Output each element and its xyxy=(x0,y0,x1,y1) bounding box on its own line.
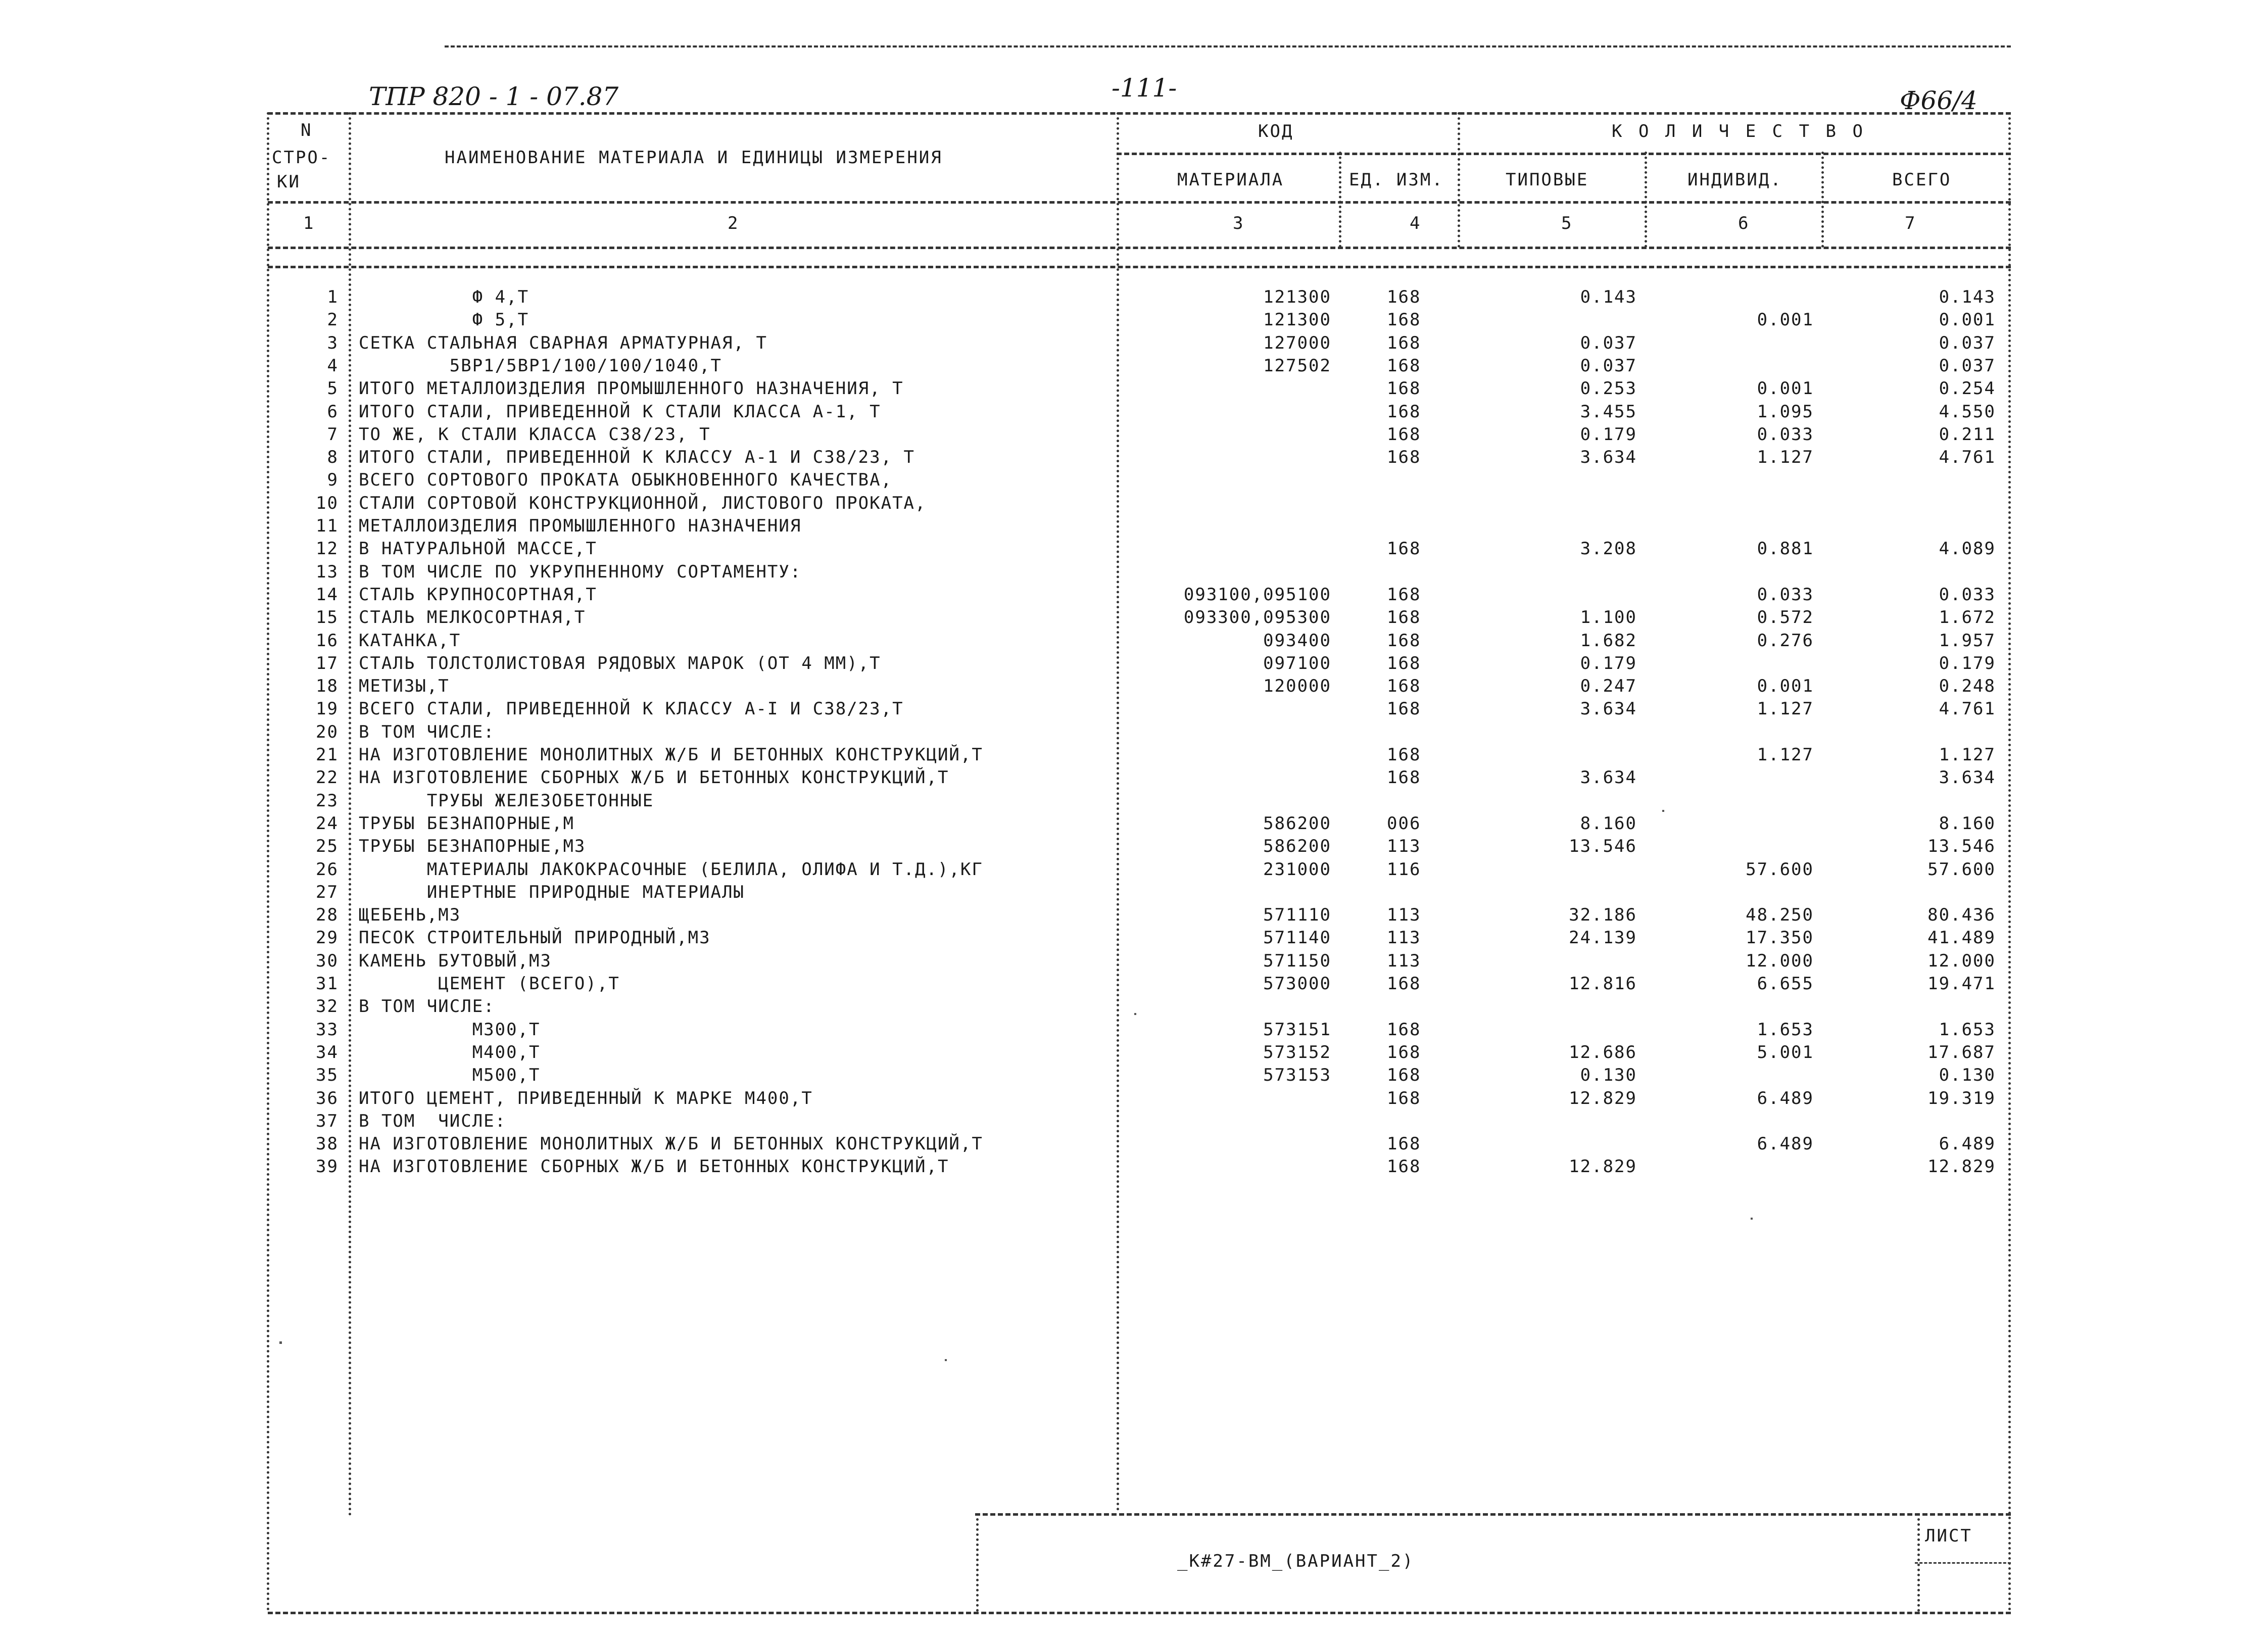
row-material-name: ЦЕМЕНТ (ВСЕГО),Т xyxy=(359,974,620,994)
row-material-code: 573153 xyxy=(1263,1065,1331,1085)
row-typical-qty: 0.037 xyxy=(1580,333,1637,353)
row-material-code: 097100 xyxy=(1263,653,1331,673)
table-row xyxy=(0,607,2268,631)
row-total-qty: 4.761 xyxy=(1939,699,1996,719)
row-material-name: СТАЛЬ ТОЛСТОЛИСТОВАЯ РЯДОВЫХ МАРОК (ОТ 4 ММ),Т xyxy=(359,653,881,673)
row-typical-qty: 12.829 xyxy=(1569,1088,1637,1108)
table-row xyxy=(0,1156,2268,1180)
row-material-name: ТРУБЫ ЖЕЛЕЗОБЕТОННЫЕ xyxy=(359,791,654,811)
table-row xyxy=(0,447,2268,470)
row-material-name: МЕТИЗЫ,Т xyxy=(359,676,450,696)
row-material-code: 231000 xyxy=(1263,859,1331,880)
row-typical-qty: 0.253 xyxy=(1580,378,1637,399)
row-individual-qty: 6.489 xyxy=(1757,1134,1814,1154)
row-material-name: ВСЕГО СОРТОВОГО ПРОКАТА ОБЫКНОВЕННОГО КАЧЕСТВА, xyxy=(359,470,893,490)
row-unit-code: 168 xyxy=(1387,1088,1421,1108)
row-material-name: В ТОМ ЧИСЛЕ ПО УКРУПНЕННОМУ СОРТАМЕНТУ: xyxy=(359,562,802,582)
row-material-code: 121300 xyxy=(1263,310,1331,330)
row-material-name: 5ВР1/5ВР1/100/100/1040,Т xyxy=(359,356,722,376)
row-number: 17 xyxy=(316,653,339,673)
row-individual-qty: 0.033 xyxy=(1757,424,1814,445)
table-row xyxy=(0,287,2268,310)
row-unit-code: 168 xyxy=(1387,310,1421,330)
row-unit-code: 168 xyxy=(1387,767,1421,788)
row-typical-qty: 12.829 xyxy=(1569,1156,1637,1177)
row-material-name: СТАЛЬ КРУПНОСОРТНАЯ,Т xyxy=(359,585,597,605)
row-unit-code: 168 xyxy=(1387,539,1421,559)
table-row xyxy=(0,1088,2268,1112)
row-typical-qty: 0.179 xyxy=(1580,653,1637,673)
row-number: 27 xyxy=(316,882,339,902)
row-total-qty: 19.471 xyxy=(1927,974,1996,994)
row-material-code: 121300 xyxy=(1263,287,1331,307)
row-typical-qty: 1.682 xyxy=(1580,631,1637,651)
row-material-code: 571110 xyxy=(1263,905,1331,925)
table-row xyxy=(0,767,2268,791)
colnum-5: 5 xyxy=(1561,213,1573,233)
row-total-qty: 0.248 xyxy=(1939,676,1996,696)
row-total-qty: 4.089 xyxy=(1939,539,1996,559)
row-total-qty: 0.211 xyxy=(1939,424,1996,445)
row-material-code: 571150 xyxy=(1263,951,1331,971)
scan-speck xyxy=(1662,810,1664,812)
row-number: 10 xyxy=(316,493,339,513)
row-individual-qty: 12.000 xyxy=(1746,951,1814,971)
row-unit-code: 006 xyxy=(1387,813,1421,834)
header-material: МАТЕРИАЛА xyxy=(1177,170,1284,190)
header-total: ВСЕГО xyxy=(1892,170,1952,190)
row-individual-qty: 0.001 xyxy=(1757,310,1814,330)
row-number: 24 xyxy=(316,813,339,834)
sheet-label: ЛИСТ xyxy=(1925,1526,1972,1546)
row-individual-qty: 6.655 xyxy=(1757,974,1814,994)
row-unit-code: 113 xyxy=(1387,928,1421,948)
row-material-code: 127502 xyxy=(1263,356,1331,376)
row-total-qty: 3.634 xyxy=(1939,767,1996,788)
table-row xyxy=(0,378,2268,402)
row-total-qty: 8.160 xyxy=(1939,813,1996,834)
row-number: 3 xyxy=(327,333,339,353)
document-code: ТПР 820 - 1 - 07.87 xyxy=(369,82,619,111)
row-material-name: НА ИЗГОТОВЛЕНИЕ СБОРНЫХ Ж/Б И БЕТОННЫХ КОНСТРУКЦИЙ,Т xyxy=(359,767,949,788)
row-individual-qty: 0.276 xyxy=(1757,631,1814,651)
header-code: КОД xyxy=(1258,121,1294,141)
row-total-qty: 80.436 xyxy=(1927,905,1996,925)
row-number: 26 xyxy=(316,859,339,880)
row-unit-code: 168 xyxy=(1387,287,1421,307)
table-row xyxy=(0,928,2268,951)
row-total-qty: 12.000 xyxy=(1927,951,1996,971)
row-material-name: НА ИЗГОТОВЛЕНИЕ МОНОЛИТНЫХ Ж/Б И БЕТОННЫХ КОНСТРУКЦИЙ,Т xyxy=(359,1134,983,1154)
header-typical: ТИПОВЫЕ xyxy=(1506,170,1589,190)
table-row xyxy=(0,493,2268,516)
row-total-qty: 0.037 xyxy=(1939,356,1996,376)
row-unit-code: 168 xyxy=(1387,1156,1421,1177)
header-stro: СТРО- xyxy=(272,148,331,168)
row-individual-qty: 48.250 xyxy=(1746,905,1814,925)
row-number: 6 xyxy=(327,402,339,422)
row-number: 5 xyxy=(327,378,339,399)
row-material-name: В ТОМ ЧИСЛЕ: xyxy=(359,996,495,1017)
row-material-code: 093400 xyxy=(1263,631,1331,651)
row-number: 23 xyxy=(316,791,339,811)
row-typical-qty: 12.686 xyxy=(1569,1042,1637,1063)
table-row xyxy=(0,882,2268,905)
row-material-name: СЕТКА СТАЛЬНАЯ СВАРНАЯ АРМАТУРНАЯ, Т xyxy=(359,333,767,353)
table-row xyxy=(0,1020,2268,1043)
row-material-name: М500,Т xyxy=(359,1065,541,1085)
row-number: 18 xyxy=(316,676,339,696)
row-number: 13 xyxy=(316,562,339,582)
table-row xyxy=(0,722,2268,745)
row-individual-qty: 1.095 xyxy=(1757,402,1814,422)
row-number: 39 xyxy=(316,1156,339,1177)
colnum-1: 1 xyxy=(303,213,315,233)
row-material-name: НА ИЗГОТОВЛЕНИЕ СБОРНЫХ Ж/Б И БЕТОННЫХ КОНСТРУКЦИЙ,Т xyxy=(359,1156,949,1177)
row-number: 8 xyxy=(327,447,339,467)
row-total-qty: 0.143 xyxy=(1939,287,1996,307)
row-total-qty: 1.127 xyxy=(1939,745,1996,765)
row-material-name: В НАТУРАЛЬНОЙ МАССЕ,Т xyxy=(359,539,597,559)
row-number: 1 xyxy=(327,287,339,307)
row-typical-qty: 1.100 xyxy=(1580,607,1637,628)
row-individual-qty: 0.001 xyxy=(1757,378,1814,399)
row-unit-code: 113 xyxy=(1387,836,1421,856)
row-material-name: СТАЛИ СОРТОВОЙ КОНСТРУКЦИОННОЙ, ЛИСТОВОГО ПРОКАТА, xyxy=(359,493,927,513)
row-number: 25 xyxy=(316,836,339,856)
row-typical-qty: 0.247 xyxy=(1580,676,1637,696)
row-unit-code: 168 xyxy=(1387,1020,1421,1040)
table-row xyxy=(0,653,2268,677)
row-typical-qty: 3.634 xyxy=(1580,447,1637,467)
row-unit-code: 168 xyxy=(1387,1065,1421,1085)
row-individual-qty: 57.600 xyxy=(1746,859,1814,880)
row-typical-qty: 3.455 xyxy=(1580,402,1637,422)
row-total-qty: 0.254 xyxy=(1939,378,1996,399)
row-material-name: ИНЕРТНЫЕ ПРИРОДНЫЕ МАТЕРИАЛЫ xyxy=(359,882,745,902)
row-typical-qty: 8.160 xyxy=(1580,813,1637,834)
row-total-qty: 0.179 xyxy=(1939,653,1996,673)
row-individual-qty: 1.127 xyxy=(1757,745,1814,765)
table-row xyxy=(0,516,2268,539)
row-total-qty: 1.672 xyxy=(1939,607,1996,628)
scan-speck xyxy=(1134,1013,1136,1015)
table-row xyxy=(0,1134,2268,1157)
row-number: 37 xyxy=(316,1111,339,1131)
row-number: 7 xyxy=(327,424,339,445)
row-material-code: 586200 xyxy=(1263,813,1331,834)
row-unit-code: 168 xyxy=(1387,356,1421,376)
row-typical-qty: 0.130 xyxy=(1580,1065,1637,1085)
row-material-name: М300,Т xyxy=(359,1020,541,1040)
table-row xyxy=(0,402,2268,425)
header-individual: ИНДИВИД. xyxy=(1687,170,1782,190)
row-typical-qty: 0.143 xyxy=(1580,287,1637,307)
row-material-name: ИТОГО СТАЛИ, ПРИВЕДЕННОЙ К СТАЛИ КЛАССА А-1, Т xyxy=(359,402,881,422)
row-total-qty: 13.546 xyxy=(1927,836,1996,856)
table-row xyxy=(0,676,2268,699)
table-row xyxy=(0,1065,2268,1088)
header-n: N xyxy=(301,120,313,140)
row-material-name: В ТОМ ЧИСЛЕ: xyxy=(359,1111,507,1131)
row-material-name: СТАЛЬ МЕЛКОСОРТНАЯ,Т xyxy=(359,607,586,628)
table-row xyxy=(0,356,2268,379)
row-unit-code: 168 xyxy=(1387,402,1421,422)
table-row xyxy=(0,310,2268,333)
colnum-7: 7 xyxy=(1905,213,1917,233)
row-individual-qty: 1.127 xyxy=(1757,447,1814,467)
row-number: 4 xyxy=(327,356,339,376)
row-unit-code: 168 xyxy=(1387,974,1421,994)
row-unit-code: 113 xyxy=(1387,951,1421,971)
row-material-code: 573000 xyxy=(1263,974,1331,994)
row-individual-qty: 6.489 xyxy=(1757,1088,1814,1108)
table-row xyxy=(0,745,2268,768)
row-total-qty: 41.489 xyxy=(1927,928,1996,948)
colnum-2: 2 xyxy=(728,213,740,233)
row-number: 30 xyxy=(316,951,339,971)
row-number: 14 xyxy=(316,585,339,605)
row-individual-qty: 0.881 xyxy=(1757,539,1814,559)
row-material-name: ТО ЖЕ, К СТАЛИ КЛАССА С38/23, Т xyxy=(359,424,711,445)
header-ki: КИ xyxy=(277,172,301,192)
row-material-name: Ф 4,Т xyxy=(359,287,529,307)
row-material-name: КАМЕНЬ БУТОВЫЙ,М3 xyxy=(359,951,552,971)
row-individual-qty: 0.033 xyxy=(1757,585,1814,605)
row-unit-code: 168 xyxy=(1387,447,1421,467)
row-number: 15 xyxy=(316,607,339,628)
row-material-name: НА ИЗГОТОВЛЕНИЕ МОНОЛИТНЫХ Ж/Б И БЕТОННЫХ КОНСТРУКЦИЙ,Т xyxy=(359,745,983,765)
row-unit-code: 168 xyxy=(1387,424,1421,445)
header-name: НАИМЕНОВАНИЕ МАТЕРИАЛА И ЕДИНИЦЫ ИЗМЕРЕНИЯ xyxy=(445,148,943,168)
row-unit-code: 168 xyxy=(1387,1134,1421,1154)
row-unit-code: 168 xyxy=(1387,333,1421,353)
row-total-qty: 4.761 xyxy=(1939,447,1996,467)
row-number: 19 xyxy=(316,699,339,719)
row-material-name: ЩЕБЕНЬ,М3 xyxy=(359,905,461,925)
colnum-4: 4 xyxy=(1410,213,1422,233)
row-individual-qty: 0.572 xyxy=(1757,607,1814,628)
row-number: 12 xyxy=(316,539,339,559)
row-material-name: ВСЕГО СТАЛИ, ПРИВЕДЕННОЙ К КЛАССУ А-I И С38/23,Т xyxy=(359,699,904,719)
row-typical-qty: 12.816 xyxy=(1569,974,1637,994)
table-row xyxy=(0,813,2268,837)
row-material-code: 571140 xyxy=(1263,928,1331,948)
table-row xyxy=(0,996,2268,1020)
row-number: 38 xyxy=(316,1134,339,1154)
table-row xyxy=(0,859,2268,883)
row-unit-code: 168 xyxy=(1387,631,1421,651)
scan-speck xyxy=(1751,1218,1753,1220)
row-total-qty: 57.600 xyxy=(1927,859,1996,880)
row-number: 28 xyxy=(316,905,339,925)
row-unit-code: 168 xyxy=(1387,653,1421,673)
row-number: 35 xyxy=(316,1065,339,1085)
row-unit-code: 168 xyxy=(1387,699,1421,719)
row-material-name: ТРУБЫ БЕЗНАПОРНЫЕ,М3 xyxy=(359,836,586,856)
row-number: 2 xyxy=(327,310,339,330)
row-total-qty: 0.037 xyxy=(1939,333,1996,353)
table-row xyxy=(0,951,2268,974)
row-total-qty: 0.130 xyxy=(1939,1065,1996,1085)
row-typical-qty: 0.179 xyxy=(1580,424,1637,445)
row-unit-code: 168 xyxy=(1387,745,1421,765)
table-row xyxy=(0,905,2268,928)
table-row xyxy=(0,585,2268,608)
row-material-name: МАТЕРИАЛЫ ЛАКОКРАСОЧНЫЕ (БЕЛИЛА, ОЛИФА И Т.Д.),КГ xyxy=(359,859,983,880)
row-number: 11 xyxy=(316,516,339,536)
row-individual-qty: 17.350 xyxy=(1746,928,1814,948)
row-typical-qty: 24.139 xyxy=(1569,928,1637,948)
row-unit-code: 168 xyxy=(1387,378,1421,399)
table-row xyxy=(0,1042,2268,1066)
row-material-name: КАТАНКА,Т xyxy=(359,631,461,651)
row-number: 20 xyxy=(316,722,339,742)
row-total-qty: 0.001 xyxy=(1939,310,1996,330)
footer-label: _К#27-ВМ_(ВАРИАНТ_2) xyxy=(1177,1551,1415,1571)
row-material-code: 120000 xyxy=(1263,676,1331,696)
scan-speck xyxy=(945,1359,947,1361)
row-total-qty: 19.319 xyxy=(1927,1088,1996,1108)
row-material-name: В ТОМ ЧИСЛЕ: xyxy=(359,722,495,742)
table-row xyxy=(0,974,2268,997)
table-row xyxy=(0,836,2268,859)
table-row xyxy=(0,1111,2268,1134)
row-individual-qty: 1.653 xyxy=(1757,1020,1814,1040)
row-unit-code: 168 xyxy=(1387,1042,1421,1063)
row-total-qty: 17.687 xyxy=(1927,1042,1996,1063)
row-unit-code: 168 xyxy=(1387,676,1421,696)
row-unit-code: 113 xyxy=(1387,905,1421,925)
row-total-qty: 12.829 xyxy=(1927,1156,1996,1177)
scan-speck xyxy=(279,1341,282,1344)
row-material-code: 127000 xyxy=(1263,333,1331,353)
table-row xyxy=(0,424,2268,448)
row-total-qty: 1.957 xyxy=(1939,631,1996,651)
row-typical-qty: 13.546 xyxy=(1569,836,1637,856)
row-individual-qty: 5.001 xyxy=(1757,1042,1814,1063)
row-material-code: 573151 xyxy=(1263,1020,1331,1040)
header-quantity: К О Л И Ч Е С Т В О xyxy=(1612,121,1866,141)
row-material-name: ИТОГО СТАЛИ, ПРИВЕДЕННОЙ К КЛАССУ А-1 И С38/23, Т xyxy=(359,447,915,467)
row-number: 22 xyxy=(316,767,339,788)
row-material-code: 093100,095100 xyxy=(1183,585,1331,605)
row-number: 21 xyxy=(316,745,339,765)
row-material-name: ТРУБЫ БЕЗНАПОРНЫЕ,М xyxy=(359,813,574,834)
row-number: 16 xyxy=(316,631,339,651)
row-unit-code: 116 xyxy=(1387,859,1421,880)
row-typical-qty: 3.634 xyxy=(1580,767,1637,788)
row-individual-qty: 1.127 xyxy=(1757,699,1814,719)
header-unit: ЕД. ИЗМ. xyxy=(1349,170,1444,190)
row-total-qty: 4.550 xyxy=(1939,402,1996,422)
table-row xyxy=(0,791,2268,814)
row-material-name: МЕТАЛЛОИЗДЕЛИЯ ПРОМЫШЛЕННОГО НАЗНАЧЕНИЯ xyxy=(359,516,802,536)
row-material-code: 586200 xyxy=(1263,836,1331,856)
colnum-3: 3 xyxy=(1233,213,1245,233)
row-material-name: М400,Т xyxy=(359,1042,541,1063)
table-row xyxy=(0,539,2268,562)
row-number: 9 xyxy=(327,470,339,490)
row-individual-qty: 0.001 xyxy=(1757,676,1814,696)
row-material-name: ПЕСОК СТРОИТЕЛЬНЫЙ ПРИРОДНЫЙ,М3 xyxy=(359,928,711,948)
row-total-qty: 6.489 xyxy=(1939,1134,1996,1154)
page-reference: Ф66/4 xyxy=(1900,86,1977,115)
row-number: 31 xyxy=(316,974,339,994)
row-material-code: 573152 xyxy=(1263,1042,1331,1063)
row-material-name: ИТОГО МЕТАЛЛОИЗДЕЛИЯ ПРОМЫШЛЕННОГО НАЗНАЧЕНИЯ, Т xyxy=(359,378,904,399)
table-row xyxy=(0,470,2268,493)
table-row xyxy=(0,333,2268,356)
row-typical-qty: 0.037 xyxy=(1580,356,1637,376)
table-row xyxy=(0,699,2268,722)
table-row xyxy=(0,562,2268,585)
row-number: 29 xyxy=(316,928,339,948)
row-material-code: 093300,095300 xyxy=(1183,607,1331,628)
row-typical-qty: 32.186 xyxy=(1569,905,1637,925)
row-unit-code: 168 xyxy=(1387,585,1421,605)
row-total-qty: 0.033 xyxy=(1939,585,1996,605)
row-material-name: Ф 5,Т xyxy=(359,310,529,330)
page-marker: -111- xyxy=(1112,73,1177,103)
row-unit-code: 168 xyxy=(1387,607,1421,628)
row-number: 33 xyxy=(316,1020,339,1040)
row-total-qty: 1.653 xyxy=(1939,1020,1996,1040)
row-material-name: ИТОГО ЦЕМЕНТ, ПРИВЕДЕННЫЙ К МАРКЕ М400,Т xyxy=(359,1088,813,1108)
row-number: 32 xyxy=(316,996,339,1017)
row-typical-qty: 3.208 xyxy=(1580,539,1637,559)
row-typical-qty: 3.634 xyxy=(1580,699,1637,719)
table-row xyxy=(0,631,2268,654)
colnum-6: 6 xyxy=(1738,213,1750,233)
row-number: 36 xyxy=(316,1088,339,1108)
row-number: 34 xyxy=(316,1042,339,1063)
